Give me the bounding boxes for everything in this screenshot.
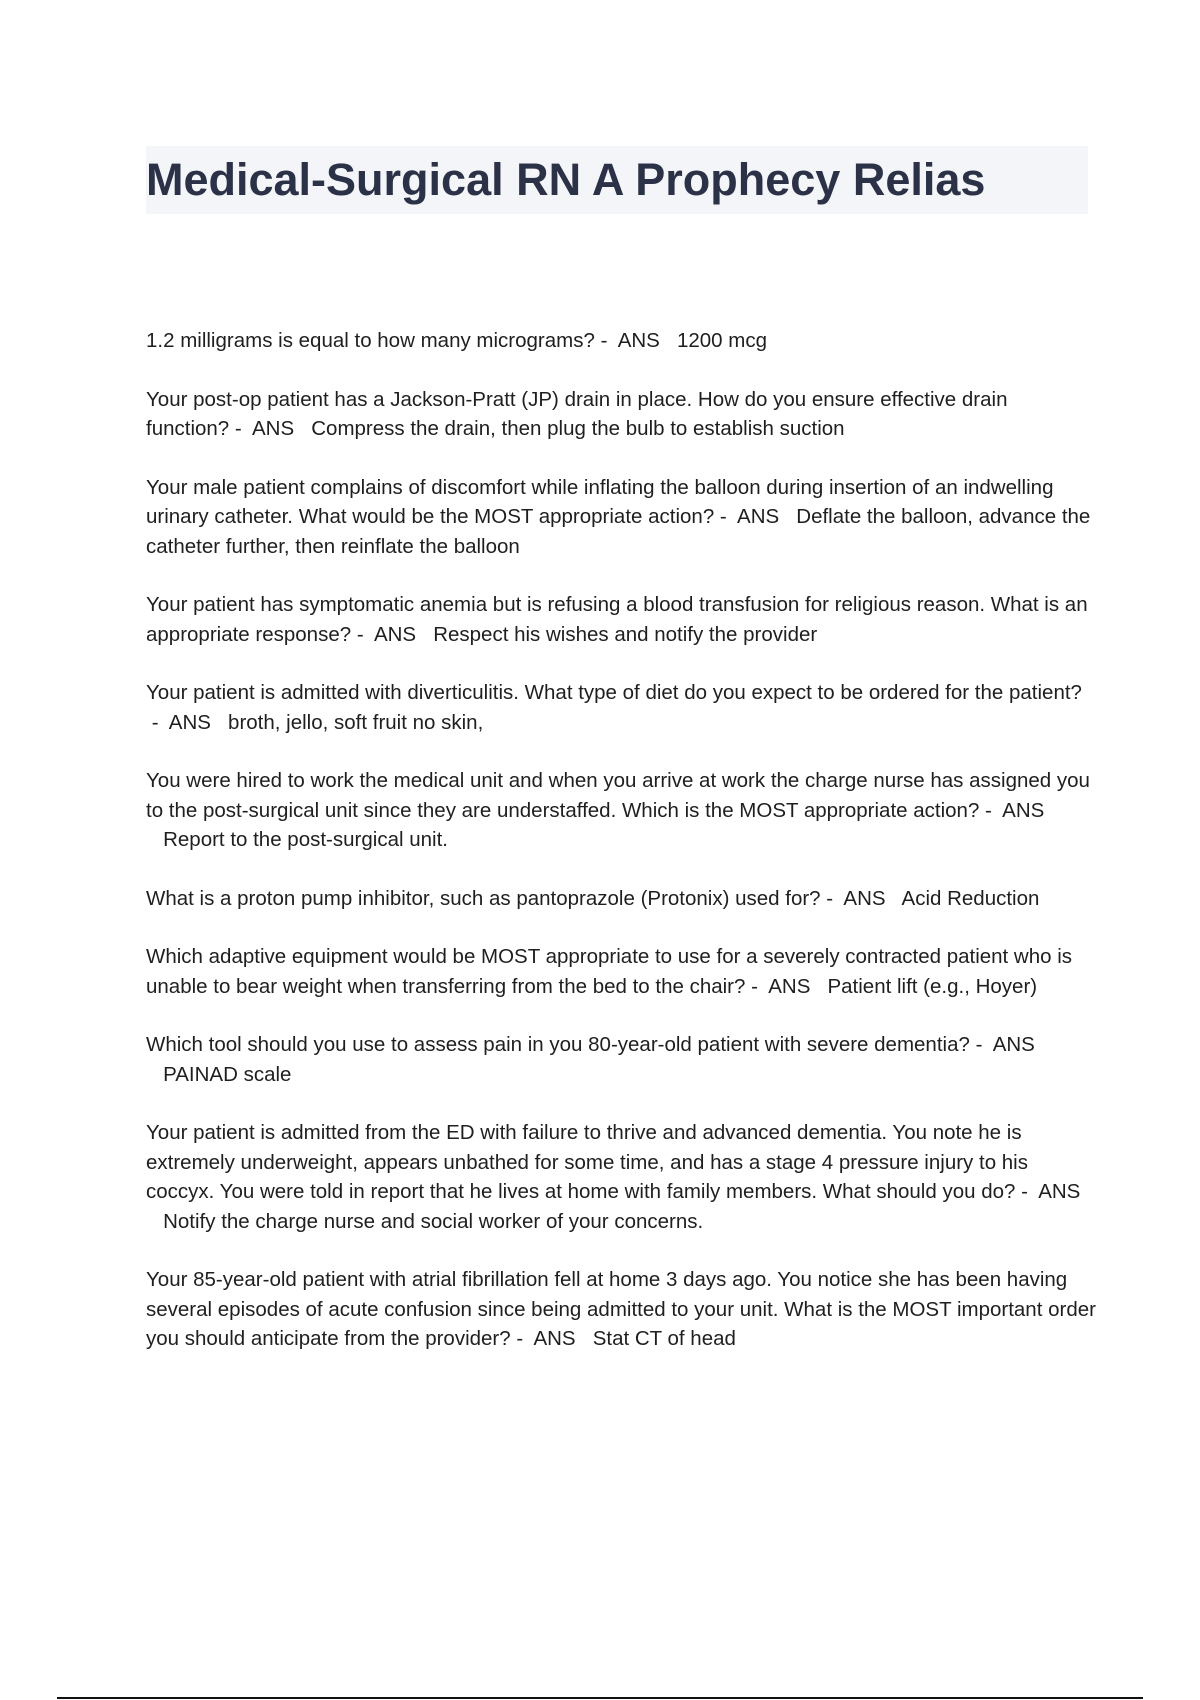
question-text: Your patient is admitted with diverticulitis. What type of diet do you expect to be ordered for the patient? [146,681,1082,704]
answer-text: Deflate the balloon, advance the catheter further, then reinflate the balloon [146,505,1091,558]
answer-label: ANS [373,622,417,646]
question-separator: - [714,505,738,528]
page-title: Medical-Surgical RN A Prophecy Relias [146,154,986,205]
question-separator: - [229,417,252,440]
qa-item [146,1265,1096,1354]
answer-label: ANS [992,1033,1035,1056]
answer-label: ANS [1038,1180,1081,1203]
qa-item [146,590,1096,649]
qa-item [146,766,1096,855]
answer-label: ANS [768,974,811,998]
qa-item [146,884,1096,914]
qa-item [146,473,1096,562]
answer-gap [779,505,796,528]
qa-item [146,1030,1096,1089]
qa-list [146,326,1096,1383]
question-separator: - [594,329,618,352]
qa-item [146,942,1096,1001]
answer-gap [886,887,902,910]
question-separator: - [1015,1180,1039,1203]
question-separator: - [510,1327,534,1350]
answer-text: broth, jello, soft fruit no skin, [228,710,484,734]
question-text: You were hired to work the medical unit and when you arrive at work the charge nurse has assigned you to the post-surgical unit since they are understaffed. Which is the MOST appropriate action? [146,769,1090,822]
answer-text: Stat CT of head [592,1327,736,1350]
answer-gap [146,1210,163,1233]
question-separator: - [146,710,169,734]
title-band [146,146,1088,214]
question-text: Your post-op patient has a Jackson-Pratt (JP) drain in place. How do you ensure effective drain function? [146,387,1008,440]
answer-label: ANS [843,886,886,910]
answer-text: 1200 mcg [676,329,767,352]
qa-item [146,1118,1096,1236]
question-separator: - [351,622,374,646]
answer-text: Acid Reduction [901,886,1040,910]
answer-gap [211,711,228,734]
question-text: Which tool should you use to assess pain in you 80-year-old patient with severe dementia? [146,1033,970,1056]
bottom-divider [57,1697,1143,1699]
question-text: What is a proton pump inhibitor, such as pantoprazole (Protonix) used for? [146,886,821,910]
question-text: Your patient is admitted from the ED with failure to thrive and advanced dementia. You note he is extremely underweight, appears unbathed for some time, and has a stage 4 pressure injury to his coccyx. You were told in report that he lives at home with family members. What should you do? [146,1121,1028,1203]
question-text: 1.2 milligrams is equal to how many micrograms? [146,329,595,352]
answer-text: Patient lift (e.g., Hoyer) [827,974,1038,998]
answer-gap [810,975,827,998]
question-text: Your patient has symptomatic anemia but is refusing a blood transfusion for religious reason. What is an appropriate response? [146,593,1088,646]
question-text: Which adaptive equipment would be MOST appropriate to use for a severely contracted patient who is unable to bear weight when transferring from the bed to the chair? [146,945,1073,998]
answer-gap [416,623,433,646]
answer-gap [660,329,677,352]
answer-label: ANS [1002,798,1045,822]
answer-text: Report to the post-surgical unit. [163,828,448,851]
answer-label: ANS [617,329,660,352]
answer-label: ANS [252,417,295,440]
answer-text: Respect his wishes and notify the provider [433,622,818,646]
question-separator: - [745,974,769,998]
question-separator: - [969,1033,993,1056]
qa-item [146,678,1096,737]
answer-gap [576,1327,593,1350]
answer-label: ANS [737,505,780,528]
answer-gap [146,828,163,851]
qa-item [146,326,1096,356]
answer-text: Compress the drain, then plug the bulb to establish suction [311,417,845,440]
qa-item [146,385,1096,444]
answer-text: Notify the charge nurse and social worker of your concerns. [163,1209,704,1233]
answer-gap [294,417,311,440]
answer-label: ANS [168,710,211,734]
answer-gap [146,1063,163,1086]
question-text: Your male patient complains of discomfort while inflating the balloon during insertion of an indwelling urinary catheter. What would be the MOST appropriate action? [146,475,1054,528]
question-separator: - [820,886,844,910]
answer-text: PAINAD scale [163,1062,292,1086]
question-separator: - [979,798,1003,822]
question-text: Your 85-year-old patient with atrial fibrillation fell at home 3 days ago. You notice she has been having several episodes of acute confusion since being admitted to your unit. What is the MOST important order you should anticipate from the provider? [146,1268,1096,1350]
answer-label: ANS [533,1327,576,1350]
